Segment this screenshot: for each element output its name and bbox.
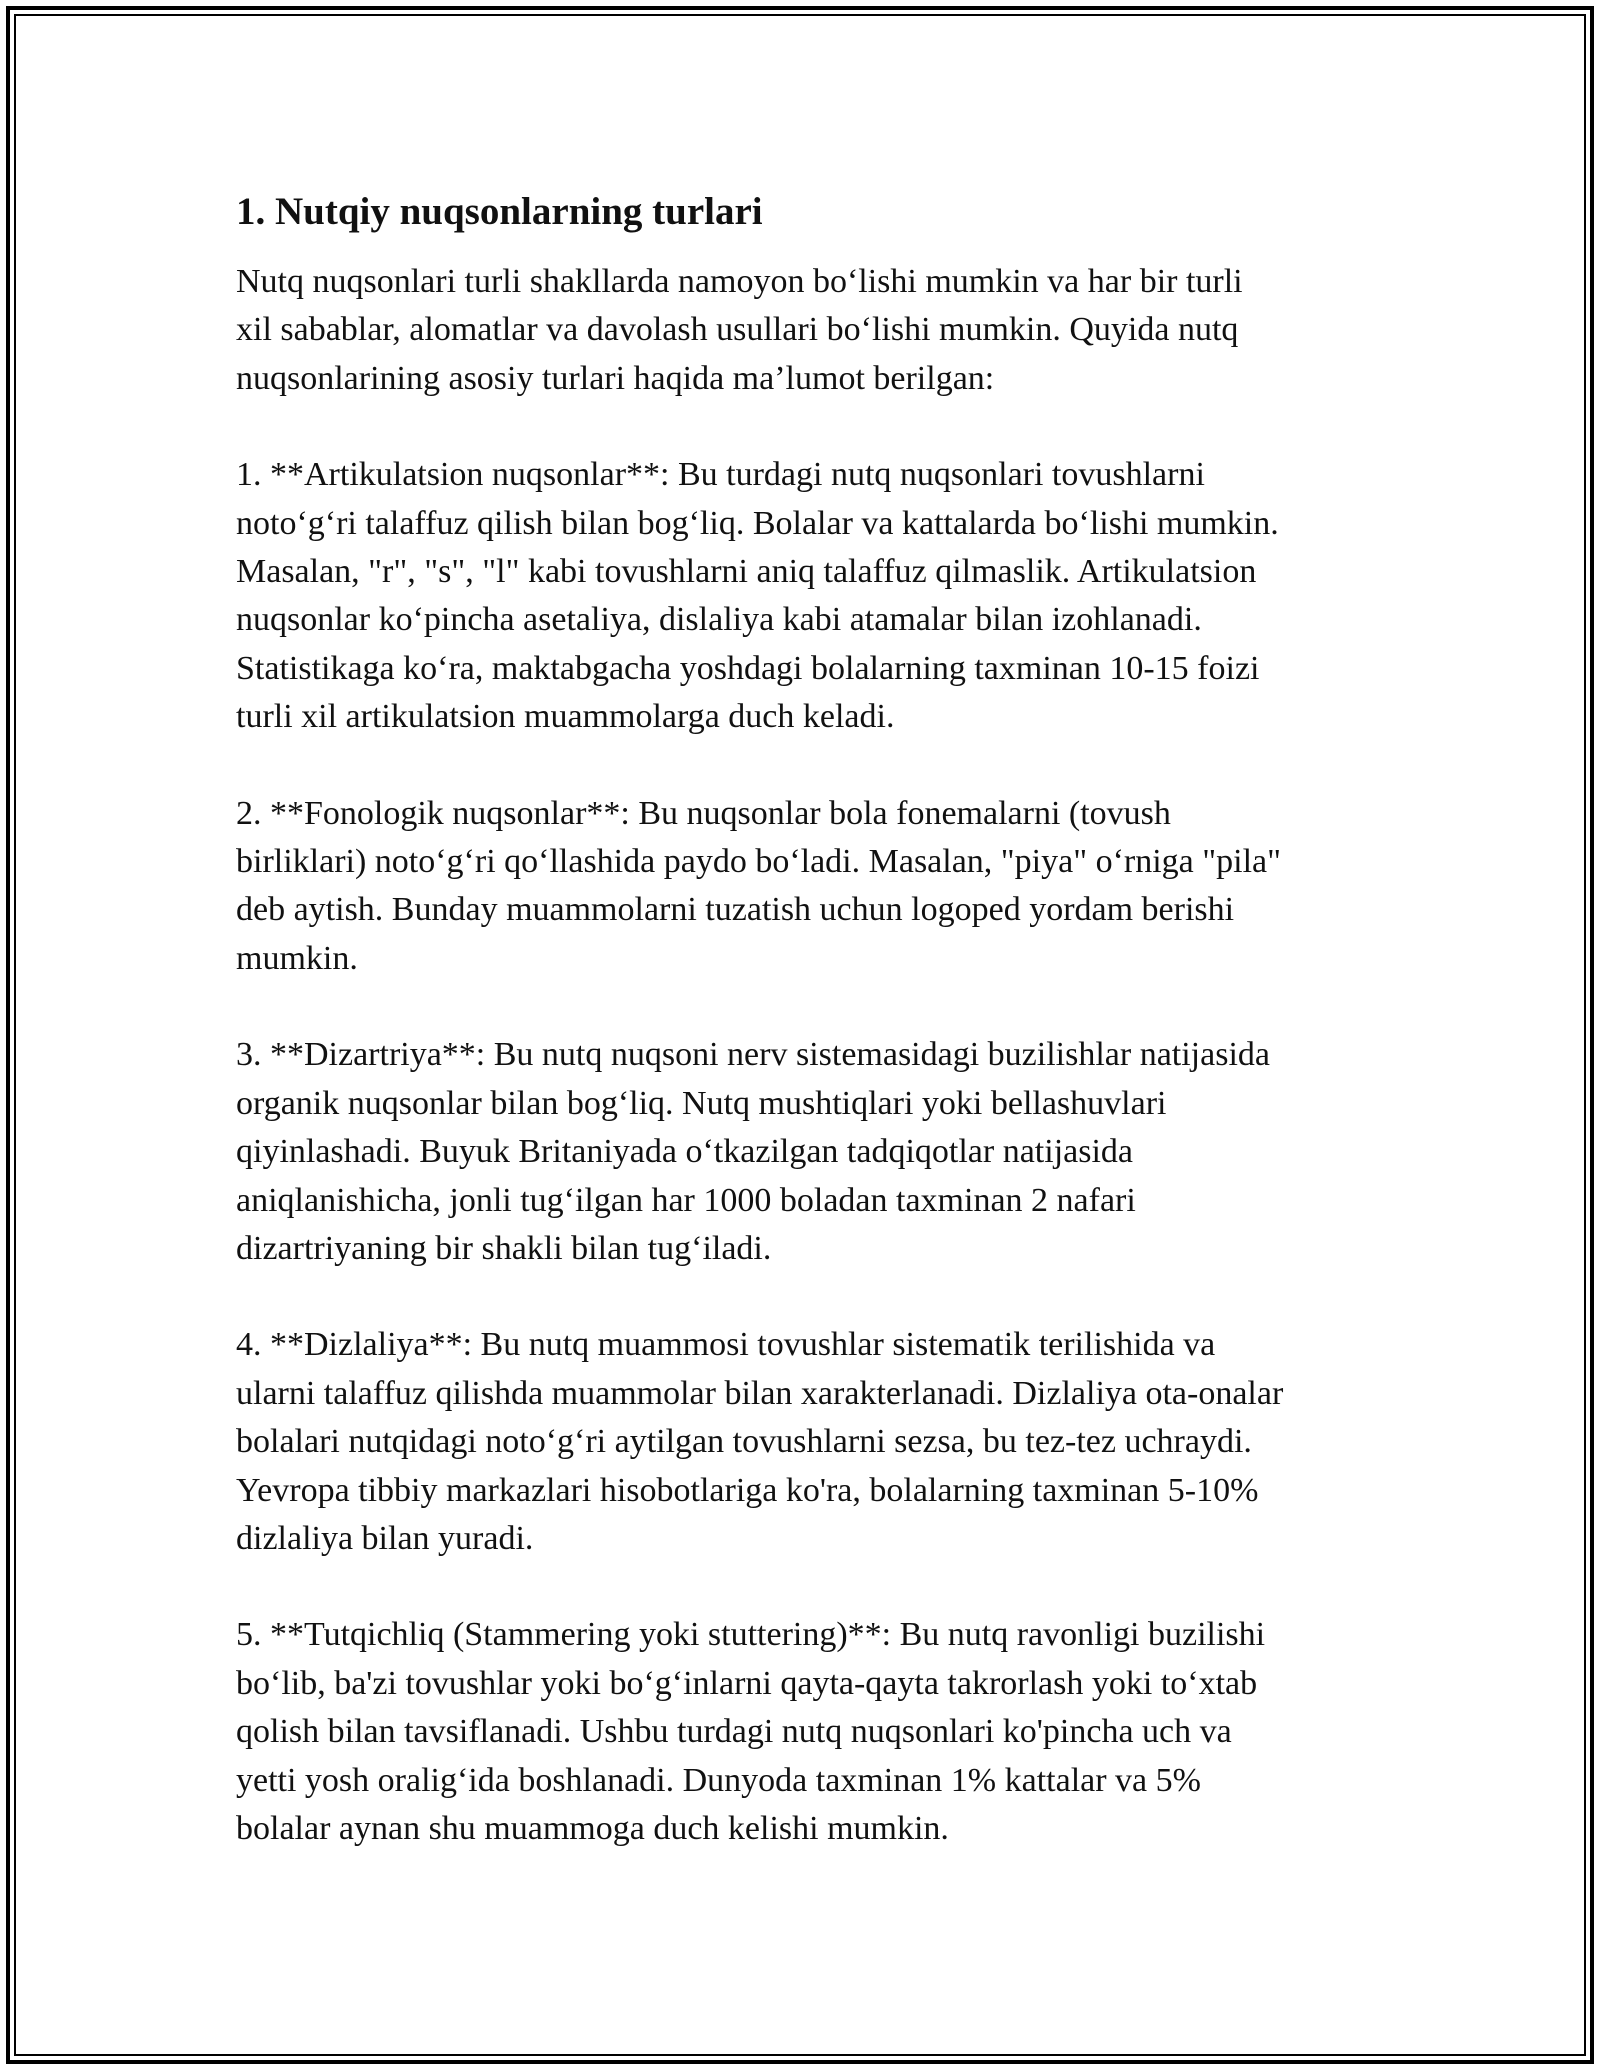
text-line: organik nuqsonlar bilan bog‘liq. Nutq mushtiqlari yoki bellashuvlari [236, 1084, 1167, 1122]
paragraph [236, 1611, 1386, 1853]
text-line: ularni talaffuz qilishda muammolar bilan xarakterlanadi. Dizlaliya ota-onalar [236, 1374, 1284, 1412]
text-line: 4. **Dizlaliya**: Bu nutq muammosi tovushlar sistematik terilishida va [236, 1326, 1216, 1364]
text-line: qiyinlashadi. Buyuk Britaniyada o‘tkazilgan tadqiqotlar natijasida [236, 1133, 1133, 1171]
text-line: 3. **Dizartriya**: Bu nutq nuqsoni nerv sistemasidagi buzilishlar natijasida [236, 1036, 1270, 1074]
text-line: 5. **Tutqichliq (Stammering yoki stuttering)**: Bu nutq ravonligi buzilishi [236, 1616, 1266, 1654]
text-line: bolalari nutqidagi noto‘g‘ri aytilgan tovushlarni sezsa, bu tez-tez uchraydi. [236, 1423, 1252, 1461]
text-line: dizlaliya bilan yuradi. [236, 1519, 534, 1557]
text-line: bo‘lib, ba'zi tovushlar yoki bo‘g‘inlarni qayta-qayta takrorlash yoki to‘xtab [236, 1664, 1258, 1702]
text-line: Masalan, "r", "s", "l" kabi tovushlarni aniq talaffuz qilmaslik. Artikulatsion [236, 553, 1257, 591]
text-line: aniqlanishicha, jonli tug‘ilgan har 1000 boladan taxminan 2 nafari [236, 1181, 1136, 1219]
text-line: 1. **Artikulatsion nuqsonlar**: Bu turdagi nutq nuqsonlari tovushlarni [236, 456, 1205, 494]
text-line: dizartriyaning bir shakli bilan tug‘iladi. [236, 1229, 772, 1267]
text-line: qolish bilan tavsiflanadi. Ushbu turdagi nutq nuqsonlari ko'pincha uch va [236, 1713, 1232, 1751]
text-line: 2. **Fonologik nuqsonlar**: Bu nuqsonlar bola fonemalarni (tovush [236, 794, 1171, 832]
text-line: Yevropa tibbiy markazlari hisobotlariga ko'ra, bolalarning taxminan 5-10% [236, 1471, 1259, 1509]
text-line: nuqsonlarining asosiy turlari haqida ma’lumot berilgan: [236, 359, 995, 397]
text-line: deb aytish. Bunday muammolarni tuzatish uchun logoped yordam berishi [236, 891, 1235, 929]
text-line: birliklari) noto‘g‘ri qo‘llashida paydo bo‘ladi. Masalan, "piya" o‘rniga "pila" [236, 843, 1282, 881]
paragraph [236, 1031, 1386, 1273]
text-line: xil sabablar, alomatlar va davolash usullari bo‘lishi mumkin. Quyida nutq [236, 311, 1239, 349]
text-line: Statistikaga ko‘ra, maktabgacha yoshdagi bolalarning taxminan 10-15 foizi [236, 649, 1260, 687]
text-line: turli xil artikulatsion muammolarga duch keladi. [236, 698, 895, 736]
text-line: Nutq nuqsonlari turli shakllarda namoyon bo‘lishi mumkin va har bir turli [236, 263, 1243, 300]
text-line: yetti yosh oralig‘ida boshlanadi. Dunyoda taxminan 1% kattalar va 5% [236, 1761, 1201, 1799]
paragraph [236, 790, 1386, 984]
text-line: bolalar aynan shu muammoga duch kelishi mumkin. [236, 1809, 949, 1847]
section-heading: 1. Nutqiy nuqsonlarning turlari [236, 190, 763, 233]
text-line: noto‘g‘ri talaffuz qilish bilan bog‘liq. Bolalar va kattalarda bo‘lishi mumkin. [236, 504, 1279, 542]
paragraph [236, 1321, 1386, 1563]
text-line: nuqsonlar ko‘pincha asetaliya, dislaliya kabi atamalar bilan izohlanadi. [236, 601, 1202, 639]
paragraph [236, 258, 1386, 403]
paragraph [236, 451, 1386, 741]
paragraph-list [236, 258, 1386, 1853]
document-body [236, 186, 1386, 1901]
text-line: mumkin. [236, 939, 358, 977]
